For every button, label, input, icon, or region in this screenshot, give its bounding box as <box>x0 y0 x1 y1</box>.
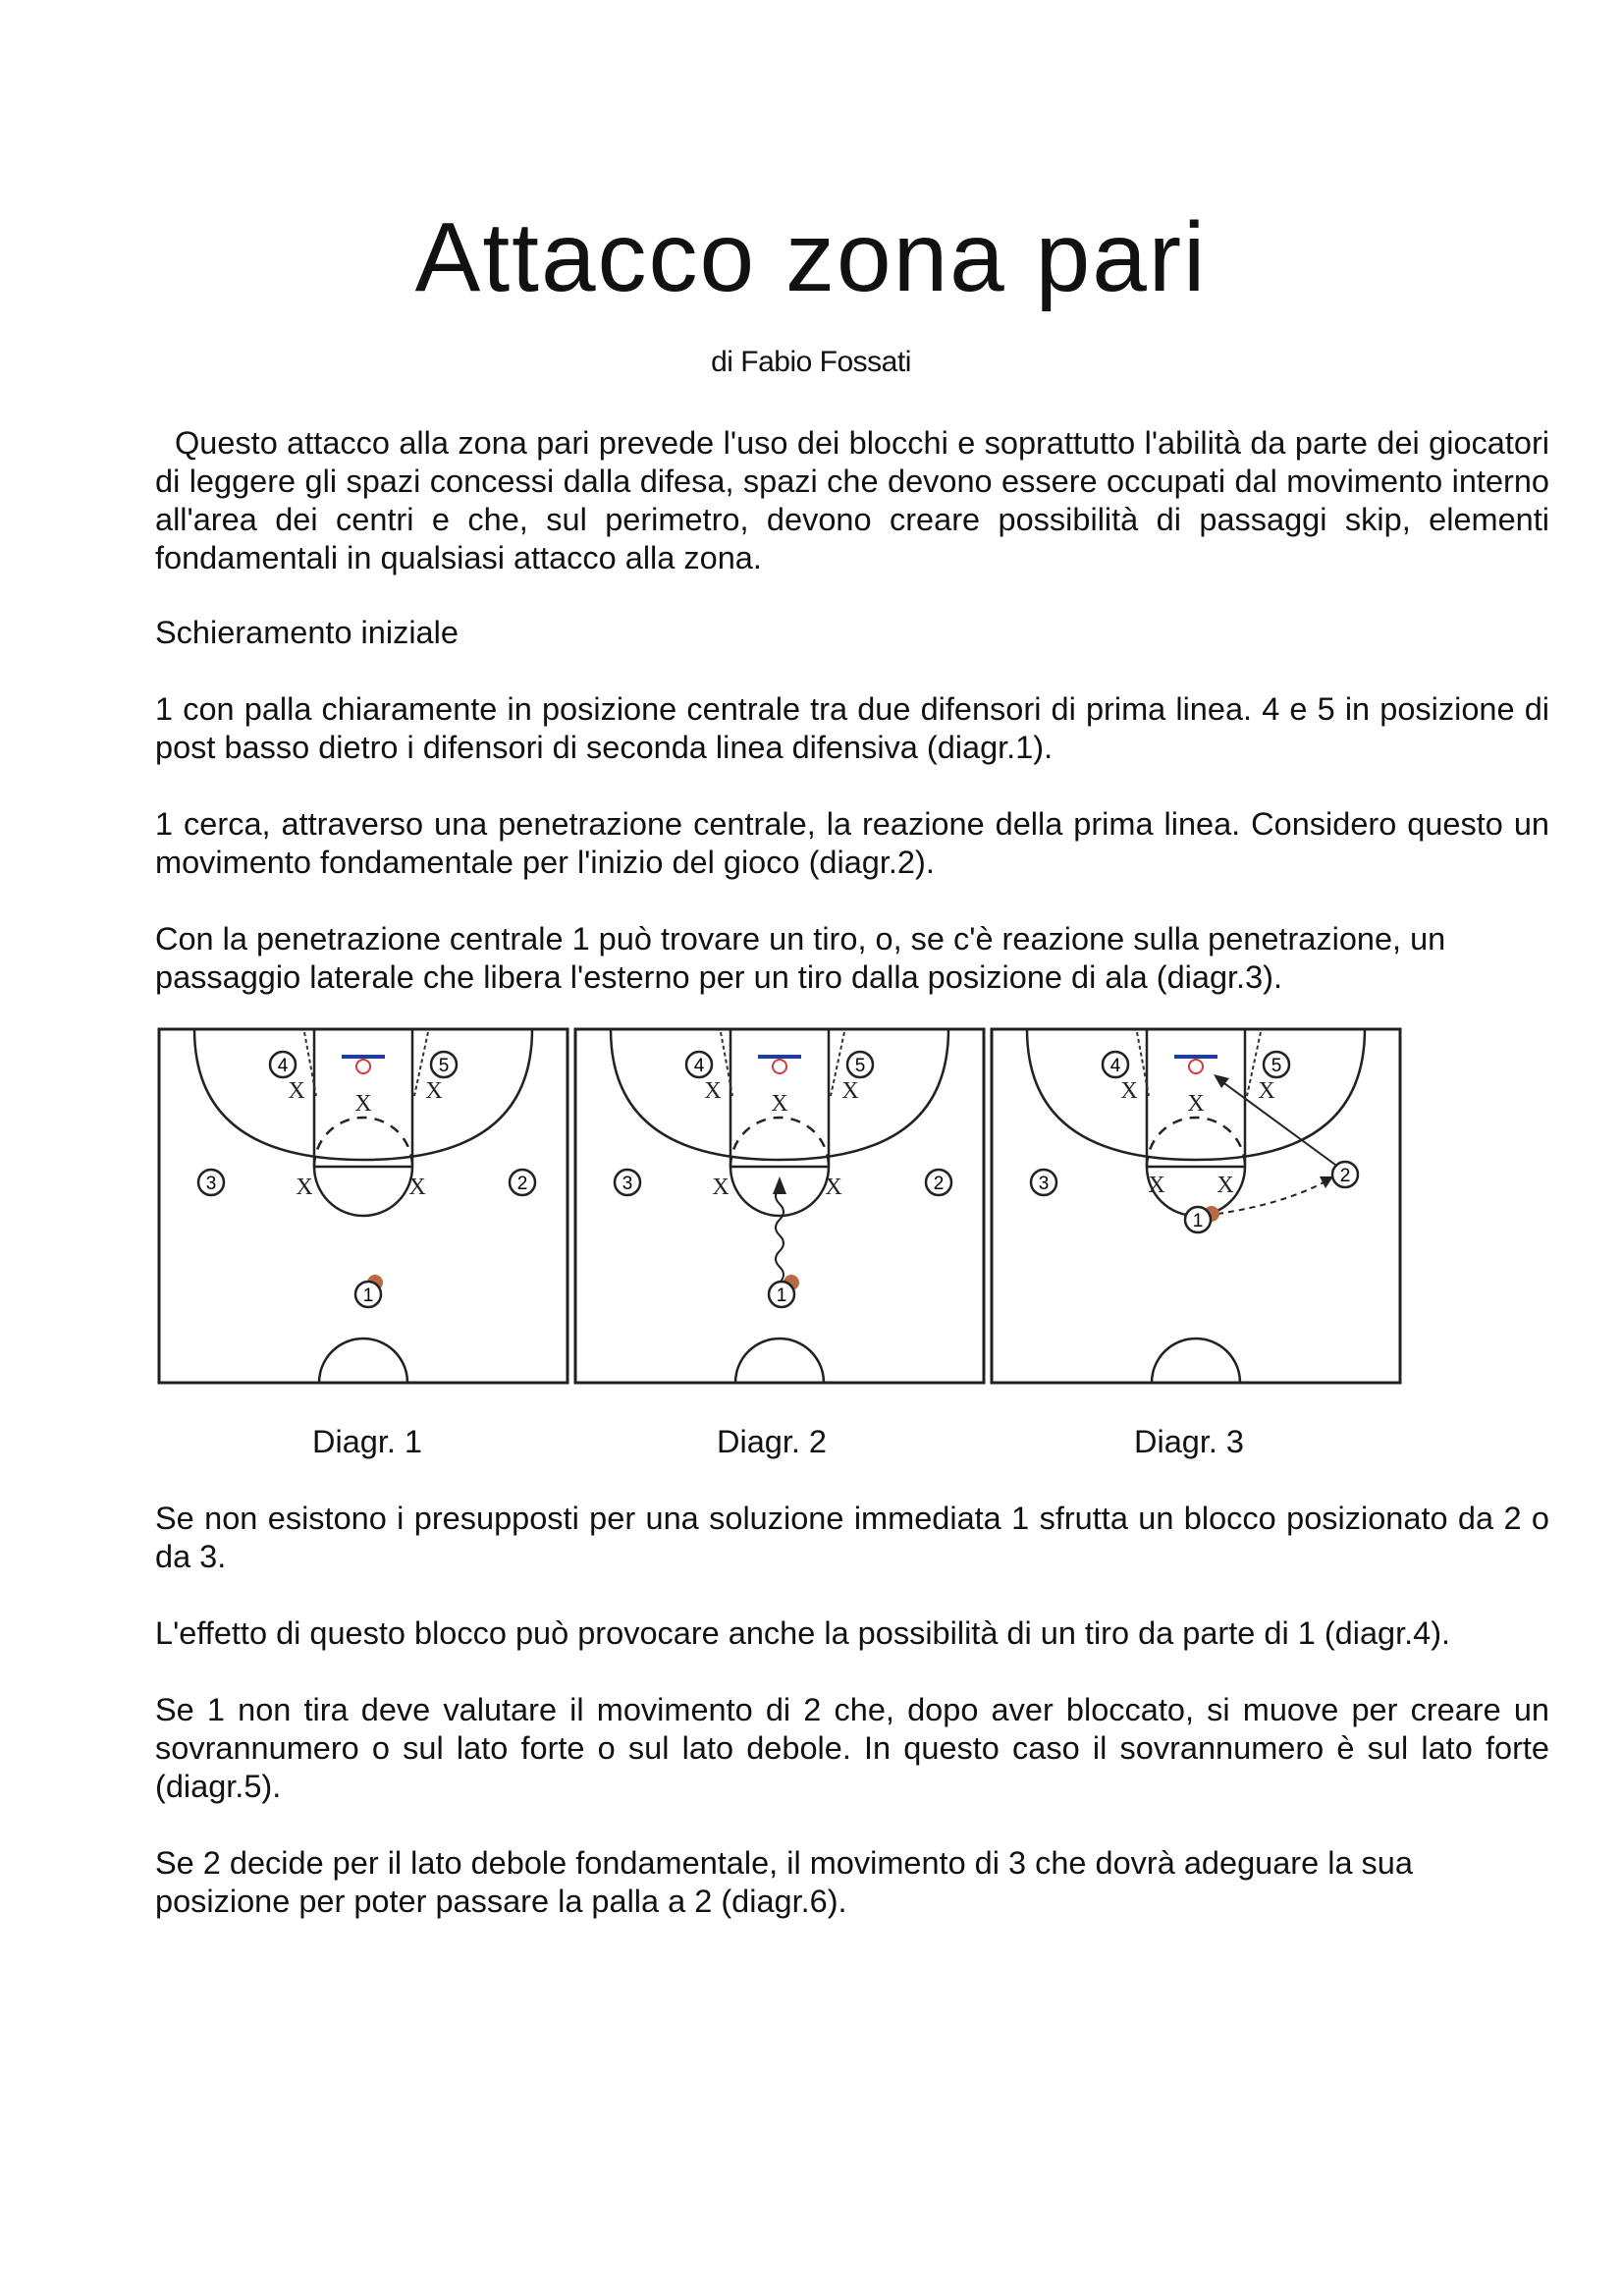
defender-mark: X <box>704 1078 722 1104</box>
defender-mark: X <box>408 1175 426 1200</box>
author-line: di Fabio Fossati <box>711 346 911 378</box>
court-diagram-1 <box>157 1027 569 1387</box>
offense-player <box>615 1170 640 1195</box>
paragraph-intro: Questo attacco alla zona pari prevede l'uso dei blocchi e soprattutto l'abilità da parte dei giocatori di leggere gli spazi concessi dalla difesa, spazi che devono essere occupati dal movimento interno all'area dei centri e che, sul perimetro, devono creare possibilità di passaggi skip, elementi fondamentali in qualsiasi attacco alla zona. <box>155 425 1549 575</box>
defender-mark: X <box>841 1078 859 1104</box>
defender-mark: X <box>1120 1078 1138 1104</box>
svg-text:4: 4 <box>1109 1056 1121 1076</box>
court-diagram-2 <box>573 1027 986 1387</box>
offense-player <box>1264 1052 1289 1077</box>
paragraph-pass: Con la penetrazione centrale 1 può trovare un tiro, o, se c'è reazione sulla penetrazione, un passaggio laterale che libera l'esterno per un tiro dalla posizione di ala (diagr.3). <box>155 921 1446 995</box>
paragraph-penetration: 1 cerca, attraverso una penetrazione centrale, la reazione della prima linea. Considero questo un movimento fondamentale per l'inizio del gioco (diagr.2). <box>155 806 1549 880</box>
offense-player <box>355 1282 381 1307</box>
defender-mark: X <box>296 1175 313 1200</box>
diagram-caption-3: Diagr. 3 <box>1134 1424 1245 1459</box>
defender-mark: X <box>771 1091 788 1117</box>
offense-player <box>198 1170 224 1195</box>
svg-text:5: 5 <box>854 1056 866 1076</box>
diagram-2 <box>573 1027 986 1387</box>
svg-text:1: 1 <box>776 1285 787 1306</box>
offense-player <box>270 1052 296 1077</box>
diagram-caption-2: Diagr. 2 <box>717 1424 828 1459</box>
offense-player <box>847 1052 873 1077</box>
offense-player <box>769 1282 794 1307</box>
svg-text:5: 5 <box>1271 1056 1282 1076</box>
svg-text:1: 1 <box>1192 1211 1204 1231</box>
defender-mark: X <box>425 1078 443 1104</box>
offense-player <box>1332 1162 1358 1187</box>
defender-mark: X <box>354 1091 372 1117</box>
offense-player <box>1031 1170 1056 1195</box>
svg-text:4: 4 <box>277 1056 289 1076</box>
offense-player <box>431 1052 457 1077</box>
svg-text:2: 2 <box>516 1174 528 1194</box>
paragraph-block-effect: L'effetto di questo blocco può provocare anche la possibilità di un tiro da parte di 1 (diagr.4). <box>155 1615 1451 1651</box>
defender-mark: X <box>288 1078 305 1104</box>
diagram-1 <box>157 1027 569 1387</box>
svg-text:5: 5 <box>438 1056 450 1076</box>
svg-text:3: 3 <box>1038 1174 1050 1194</box>
svg-text:2: 2 <box>933 1174 945 1194</box>
paragraph-screen: Se non esistono i presupposti per una soluzione immediata 1 sfrutta un blocco posizionato da 2 o da 3. <box>155 1501 1549 1574</box>
defender-mark: X <box>1187 1091 1205 1117</box>
defender-mark: X <box>712 1175 730 1200</box>
svg-text:1: 1 <box>362 1285 374 1306</box>
document-title: Attacco zona pari <box>414 202 1208 312</box>
offense-player <box>926 1170 951 1195</box>
court-diagram-3 <box>990 1027 1402 1387</box>
offense-player <box>510 1170 535 1195</box>
svg-text:4: 4 <box>693 1056 705 1076</box>
defender-mark: X <box>1216 1173 1234 1198</box>
section-heading: Schieramento iniziale <box>155 615 459 650</box>
svg-text:3: 3 <box>205 1174 217 1194</box>
offense-player <box>1185 1207 1211 1232</box>
paragraph-overload: Se 1 non tira deve valutare il movimento di 2 che, dopo aver bloccato, si muove per creare un sovrannumero o sul lato forte o sul lato debole. In questo caso il sovrannumero è sul lato forte (diagr.5). <box>155 1692 1549 1804</box>
offense-player <box>1103 1052 1128 1077</box>
svg-text:2: 2 <box>1339 1166 1351 1186</box>
paragraph-setup: 1 con palla chiaramente in posizione centrale tra due difensori di prima linea. 4 e 5 in posizione di post basso dietro i difensori di seconda linea difensiva (diagr.1). <box>155 691 1549 765</box>
defender-mark: X <box>1148 1173 1165 1198</box>
svg-text:3: 3 <box>622 1174 633 1194</box>
diagram-caption-1: Diagr. 1 <box>312 1424 423 1459</box>
defender-mark: X <box>1258 1078 1275 1104</box>
paragraph-weak-side: Se 2 decide per il lato debole fondamentale, il movimento di 3 che dovrà adeguare la sua posizione per poter passare la palla a 2 (diagr.6). <box>155 1845 1413 1919</box>
offense-player <box>686 1052 712 1077</box>
defender-mark: X <box>825 1175 842 1200</box>
diagram-strip <box>157 1027 1404 1391</box>
diagram-3 <box>990 1027 1402 1387</box>
